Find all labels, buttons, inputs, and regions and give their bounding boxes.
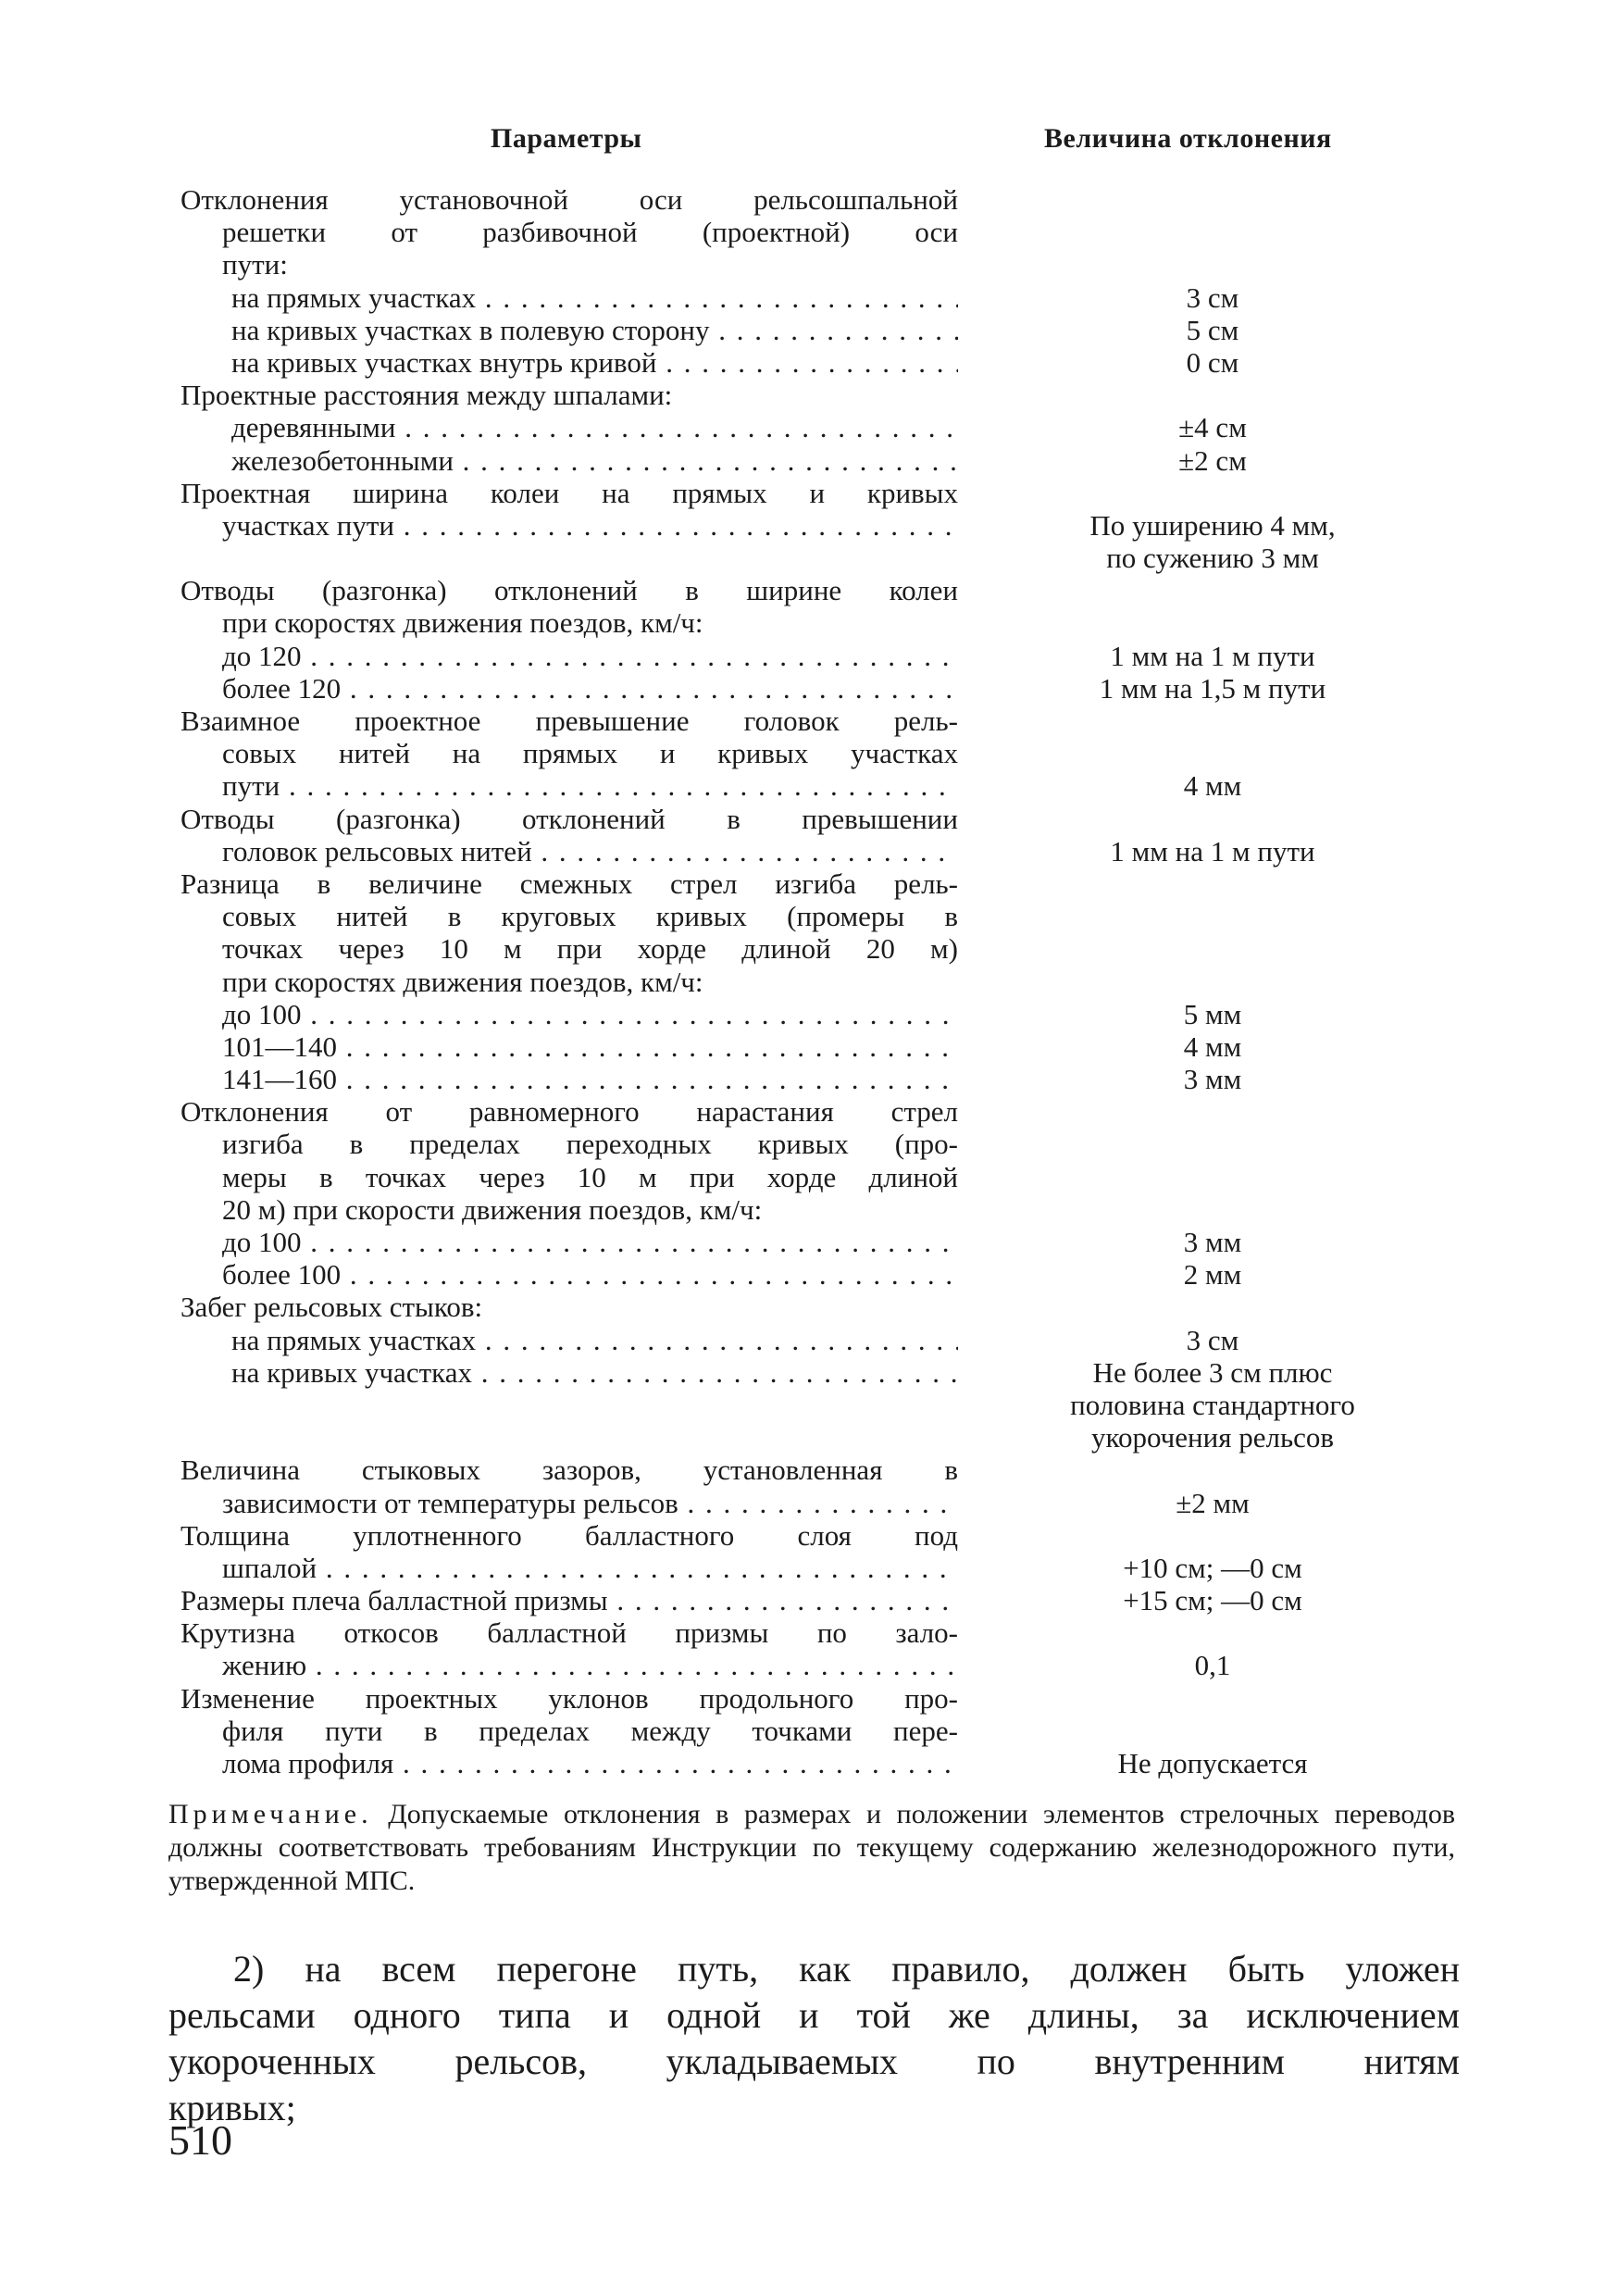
table-row [0, 379, 1618, 411]
parameter-text: пути: [222, 248, 288, 281]
table-row [0, 1649, 1618, 1681]
deviation-value: 1 мм на 1 м пути [1110, 834, 1315, 867]
parameter-text: Величина стыковых зазоров, установленная в [180, 1454, 958, 1487]
table-row [0, 1291, 1618, 1323]
deviation-value: 4 мм [1183, 769, 1242, 803]
body-line: укороченных рельсов, укладываемых по внутренним нитям [168, 2040, 1460, 2082]
table-row [0, 1389, 1618, 1421]
parameter-text: на кривых участках . . . [231, 1356, 958, 1389]
parameter-text: Крутизна откосов балластной призмы по зало- [180, 1616, 958, 1650]
parameter-text: решетки от разбивочной (проектной) оси [222, 216, 958, 249]
parameter-text: Забег рельсовых стыков: [180, 1291, 483, 1324]
parameter-text: изгиба в пределах переходных кривых (про- [222, 1128, 958, 1161]
table-row [0, 477, 1618, 509]
table-row [0, 867, 1618, 900]
table-row [0, 705, 1618, 737]
column-header-deviation: Величина отклонения [1044, 123, 1332, 154]
body-line: рельсами одного типа и одной и той же длины, за исключением [168, 1994, 1460, 2036]
table-row [0, 672, 1618, 705]
table-row [0, 1258, 1618, 1291]
table-row [0, 281, 1618, 314]
parameter-text: Проектная ширина колеи на прямых и кривых [180, 476, 958, 509]
deviation-value: 3 см [1186, 1323, 1239, 1356]
parameter-text: 101—140 . . . [222, 1030, 958, 1063]
table-row [0, 737, 1618, 769]
table-row [0, 1487, 1618, 1519]
parameter-text: Толщина уплотненного балластного слоя под [180, 1518, 958, 1552]
table-row [0, 542, 1618, 574]
table-row [0, 769, 1618, 802]
table-row [0, 1519, 1618, 1552]
parameter-text: Отклонения установочной оси рельсошпальной [180, 183, 958, 216]
deviation-value: укорочения рельсов [1091, 1421, 1334, 1454]
deviation-value: 1 мм на 1,5 м пути [1099, 671, 1326, 705]
table-row [0, 1616, 1618, 1649]
parameter-text: пути . . . [222, 769, 958, 802]
table-row [0, 606, 1618, 639]
table-row [0, 835, 1618, 867]
deviation-value: ±2 см [1178, 443, 1247, 477]
note-label: Примечание. [168, 1799, 373, 1829]
deviation-value: 4 мм [1183, 1029, 1242, 1063]
parameter-text: на прямых участках . . . [231, 1324, 958, 1356]
table-row [0, 216, 1618, 248]
table-row [0, 1584, 1618, 1616]
note-text: Допускаемые отклонения в размерах и положении элементов стрелочных переводов должны соответствовать требованиям Инструкции по текущему содержанию железнодорожного пути, утвержденной МПС. [168, 1799, 1455, 1896]
table-row [0, 640, 1618, 672]
parameter-text: более 100 . . . [222, 1258, 958, 1291]
body-paragraph [168, 1946, 1460, 2131]
parameter-text: совых нитей на прямых и кривых участках [222, 737, 958, 770]
table-row [0, 1193, 1618, 1226]
deviation-value: 3 мм [1183, 1226, 1242, 1258]
table-row [0, 346, 1618, 379]
parameter-text: участках пути . . . [222, 509, 958, 542]
table-row [0, 1356, 1618, 1389]
deviation-value: 2 мм [1183, 1258, 1242, 1292]
parameter-text: деревянными . . . [231, 411, 958, 443]
table-row [0, 1421, 1618, 1454]
deviation-value: ±4 см [1178, 411, 1247, 444]
deviation-value: По уширению 4 мм, [1089, 508, 1336, 542]
parameter-text: меры в точках через 10 м при хорде длиной [222, 1160, 958, 1193]
deviation-value: по сужению 3 мм [1106, 542, 1319, 575]
deviation-value: ±2 мм [1176, 1486, 1250, 1519]
deviation-value: 0 см [1186, 345, 1239, 379]
deviation-value: 5 мм [1183, 997, 1242, 1030]
table-row [0, 248, 1618, 281]
parameter-text: Взаимное проектное превышение головок рель- [180, 705, 958, 737]
parameter-text: 141—160 . . . [222, 1063, 958, 1095]
parameter-text: филя пути в пределах между точками пере- [222, 1714, 958, 1747]
parameter-text: Проектные расстояния между шпалами: [180, 379, 673, 412]
table-note [168, 1798, 1455, 1898]
body-line: 2) на всем перегоне путь, как правило, должен быть уложен [233, 1948, 1460, 1990]
parameter-text: до 100 . . . [222, 1226, 958, 1258]
parameter-text: на кривых участках внутрь кривой . . . [231, 346, 958, 379]
page-number: 510 [168, 2116, 232, 2164]
deviation-value: 5 см [1186, 313, 1239, 346]
parameter-text: до 120 . . . [222, 640, 958, 672]
table-row [0, 1030, 1618, 1063]
parameter-text: Отводы (разгонка) отклонений в превышении [180, 802, 958, 835]
deviation-value: 3 см [1186, 281, 1239, 314]
parameter-text: на прямых участках . . . [231, 281, 958, 314]
table-row [0, 1324, 1618, 1356]
deviation-value: +10 см; —0 см [1123, 1551, 1302, 1584]
parameter-text: головок рельсовых нитей . . . [222, 835, 958, 867]
deviation-value: 0,1 [1194, 1649, 1231, 1682]
table-row [0, 1747, 1618, 1779]
parameter-text: жению . . . [222, 1649, 958, 1681]
table-row [0, 1063, 1618, 1095]
table-row [0, 966, 1618, 998]
table-row [0, 1161, 1618, 1193]
table-row [0, 1715, 1618, 1747]
table-row [0, 1095, 1618, 1128]
table-row [0, 1682, 1618, 1715]
parameter-text: более 120 . . . [222, 672, 958, 705]
table-row [0, 1226, 1618, 1258]
table-row [0, 998, 1618, 1030]
parameter-text: Отклонения от равномерного нарастания стрел [180, 1095, 958, 1129]
parameter-text: Разница в величине смежных стрел изгиба рель- [180, 867, 958, 900]
table-row [0, 932, 1618, 965]
parameter-text: до 100 . . . [222, 998, 958, 1030]
table-row [0, 900, 1618, 932]
deviation-value: +15 см; —0 см [1123, 1584, 1302, 1617]
table-row [0, 574, 1618, 606]
parameter-text: Отводы (разгонка) отклонений в ширине колеи [180, 574, 958, 607]
deviation-value: половина стандартного [1070, 1388, 1355, 1421]
table-row [0, 183, 1618, 216]
body-line: кривых; [168, 2087, 296, 2128]
parameter-text: совых нитей в круговых кривых (промеры в [222, 900, 958, 933]
deviation-value: Не допускается [1117, 1747, 1308, 1779]
table-row [0, 1552, 1618, 1584]
parameter-text: при скоростях движения поездов, км/ч: [222, 606, 703, 640]
parameter-text: точках через 10 м при хорде длиной 20 м) [222, 932, 958, 966]
parameter-text: зависимости от температуры рельсов . . . [222, 1487, 958, 1519]
deviation-value: 1 мм на 1 м пути [1110, 639, 1315, 672]
table-row [0, 803, 1618, 835]
parameter-text: Изменение проектных уклонов продольного про- [180, 1681, 958, 1715]
tolerance-table [0, 183, 1618, 1779]
parameter-text: шпалой . . . [222, 1552, 958, 1584]
parameter-text: железобетонными . . . [231, 444, 958, 477]
parameter-text: лома профиля . . . [222, 1747, 958, 1779]
table-row [0, 411, 1618, 443]
parameter-text: на кривых участках в полевую сторону . . . [231, 314, 958, 346]
parameter-text: 20 м) при скорости движения поездов, км/ч: [222, 1192, 763, 1226]
deviation-value: Не более 3 см плюс [1092, 1355, 1333, 1389]
table-row [0, 1454, 1618, 1486]
table-row [0, 509, 1618, 542]
parameter-text: при скоростях движения поездов, км/ч: [222, 965, 703, 998]
parameter-text: Размеры плеча балластной призмы . . . [180, 1584, 958, 1616]
table-row [0, 314, 1618, 346]
table-row [0, 444, 1618, 477]
column-header-parameters: Параметры [491, 123, 642, 154]
table-row [0, 1128, 1618, 1160]
deviation-value: 3 мм [1183, 1063, 1242, 1096]
